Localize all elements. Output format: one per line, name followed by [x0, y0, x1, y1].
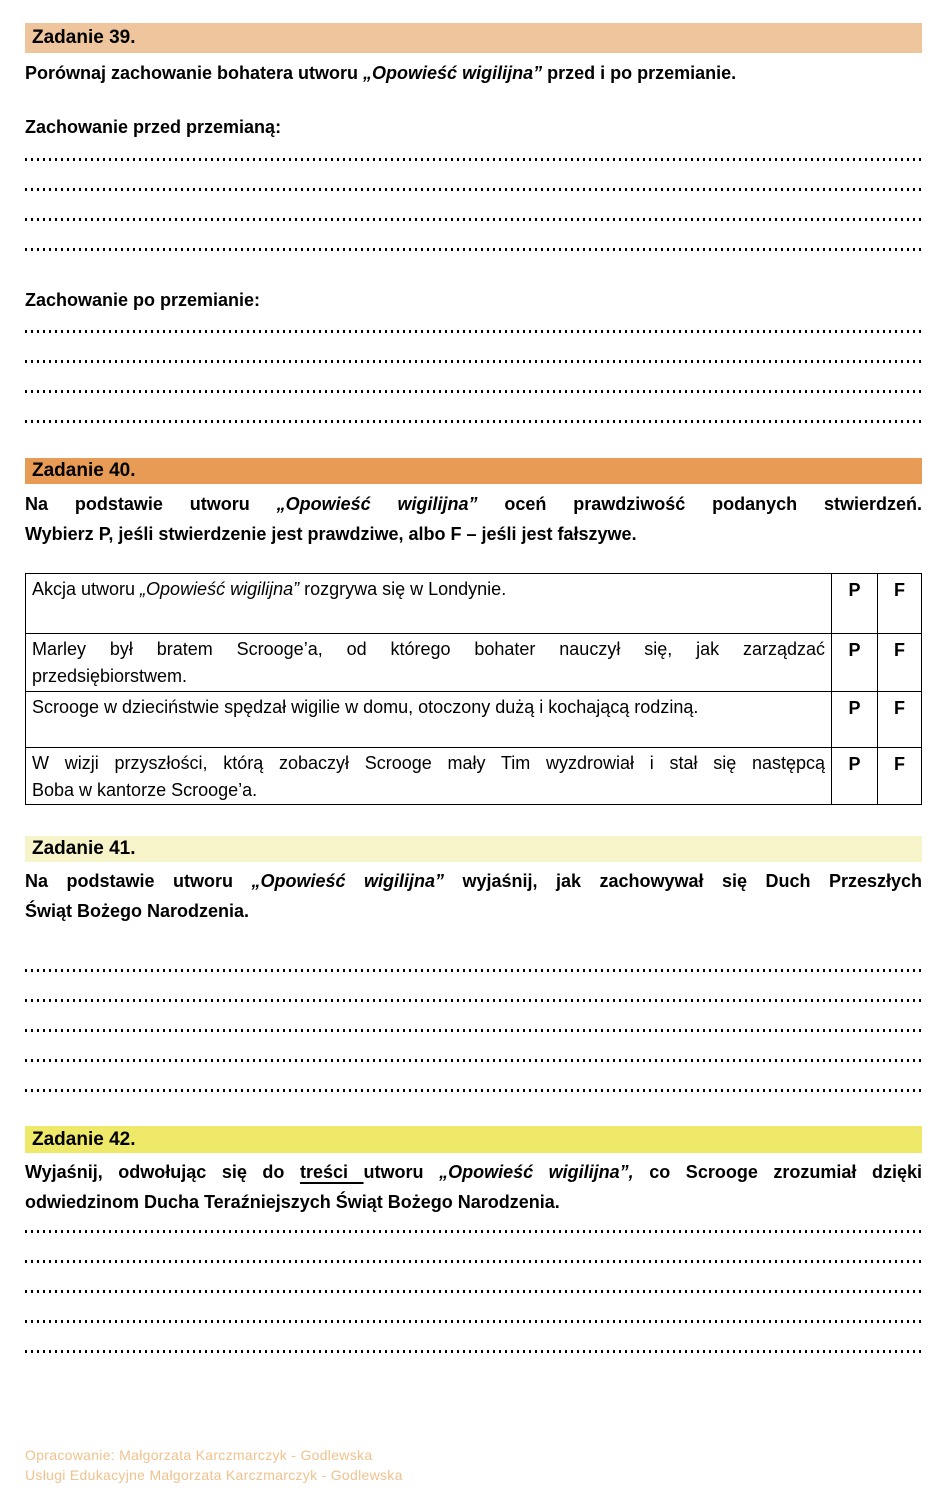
- statement-text: Scrooge w dzieciństwie spędzał wigilie w domu, otoczony dużą i kochającą rodziną.: [32, 697, 699, 717]
- answer-line: [25, 1059, 922, 1062]
- true-option-cell: P: [832, 692, 878, 748]
- answer-line: [25, 999, 922, 1002]
- statement-row: [26, 574, 922, 634]
- answer-lines-before: [25, 158, 922, 251]
- statement-text: Boba w kantorze Scrooge’a.: [32, 780, 258, 800]
- false-option-cell: F: [878, 748, 922, 805]
- answer-line: [25, 1260, 922, 1263]
- task-40-section: [25, 458, 922, 805]
- statement-text: Akcja utworu „Opowieść wigilijna” rozgrywa się w Londynie.: [32, 579, 507, 599]
- behavior-after-label: Zachowanie po przemianie:: [25, 290, 261, 310]
- task-41-prompt: [25, 866, 922, 926]
- task-42-prompt-line-2: odwiedzinom Ducha Teraźniejszych Świąt Bożego Narodzenia.: [25, 1192, 560, 1212]
- statement-row: [26, 692, 922, 748]
- statement-cell: [26, 692, 832, 748]
- statement-cell: [26, 634, 832, 692]
- answer-line: [25, 969, 922, 972]
- answer-line: [25, 1350, 922, 1353]
- answer-line: [25, 248, 922, 251]
- task-41-section: [25, 836, 922, 1092]
- true-option-cell: P: [832, 634, 878, 692]
- statement-text: przedsiębiorstwem.: [32, 666, 188, 686]
- task-39-section: [25, 23, 922, 423]
- answer-lines-after: [25, 330, 922, 423]
- task-41-prompt-line-2: Świąt Bożego Narodzenia.: [25, 901, 250, 921]
- task-39-prompt: Porównaj zachowanie bohatera utworu „Opowieść wigilijna” przed i po przemianie.: [25, 63, 737, 83]
- statement-row: [26, 748, 922, 805]
- statement-text: W wizji przyszłości, którą zobaczył Scrooge mały Tim wyzdrowiał i stał się następcą: [32, 753, 825, 773]
- task-41-prompt-line-1: Na podstawie utworu „Opowieść wigilijna” wyjaśnij, jak zachowywał się Duch Przeszłych: [25, 871, 922, 891]
- statement-cell: [26, 748, 832, 805]
- statement-cell: [26, 574, 832, 634]
- true-option-cell: P: [832, 574, 878, 634]
- task-39-header: Zadanie 39.: [25, 23, 922, 53]
- task-40-prompt: [25, 489, 922, 549]
- answer-line: [25, 1089, 922, 1092]
- statement-text: Marley był bratem Scrooge’a, od którego bohater nauczył się, jak zarządzać: [32, 639, 825, 659]
- answer-line: [25, 330, 922, 333]
- task-42-section: [25, 1126, 922, 1353]
- task-41-header: Zadanie 41.: [25, 836, 922, 862]
- false-option-cell: F: [878, 574, 922, 634]
- worksheet-page: [25, 0, 922, 1485]
- false-option-cell: F: [878, 634, 922, 692]
- task-42-header: Zadanie 42.: [25, 1126, 922, 1153]
- true-option-cell: P: [832, 748, 878, 805]
- task-42-prompt: [25, 1157, 922, 1217]
- footer-credits: [25, 1445, 922, 1485]
- answer-line: [25, 360, 922, 363]
- footer-credit-line-1: Opracowanie: Małgorzata Karczmarczyk - Godlewska: [25, 1447, 373, 1463]
- statements-table: [25, 573, 922, 805]
- answer-line: [25, 420, 922, 423]
- answer-lines: [25, 969, 922, 1092]
- footer-credit-line-2: Usługi Edukacyjne Małgorzata Karczmarczyk - Godlewska: [25, 1467, 403, 1483]
- behavior-before-label: Zachowanie przed przemianą:: [25, 117, 282, 137]
- statement-row: [26, 634, 922, 692]
- task-40-prompt-line-2: Wybierz P, jeśli stwierdzenie jest prawdziwe, albo F – jeśli jest fałszywe.: [25, 524, 637, 544]
- answer-line: [25, 390, 922, 393]
- answer-line: [25, 1029, 922, 1032]
- task-40-header: Zadanie 40.: [25, 458, 922, 484]
- answer-line: [25, 1230, 922, 1233]
- task-40-prompt-line-1: Na podstawie utworu „Opowieść wigilijna” oceń prawdziwość podanych stwierdzeń.: [25, 494, 922, 514]
- answer-line: [25, 1290, 922, 1293]
- answer-line: [25, 218, 922, 221]
- answer-line: [25, 158, 922, 161]
- answer-line: [25, 1320, 922, 1323]
- task-42-prompt-line-1: Wyjaśnij, odwołując się do treści utworu „Opowieść wigilijna”, co Scrooge zrozumiał dzięki: [25, 1162, 922, 1182]
- answer-lines: [25, 1230, 922, 1353]
- false-option-cell: F: [878, 692, 922, 748]
- answer-line: [25, 188, 922, 191]
